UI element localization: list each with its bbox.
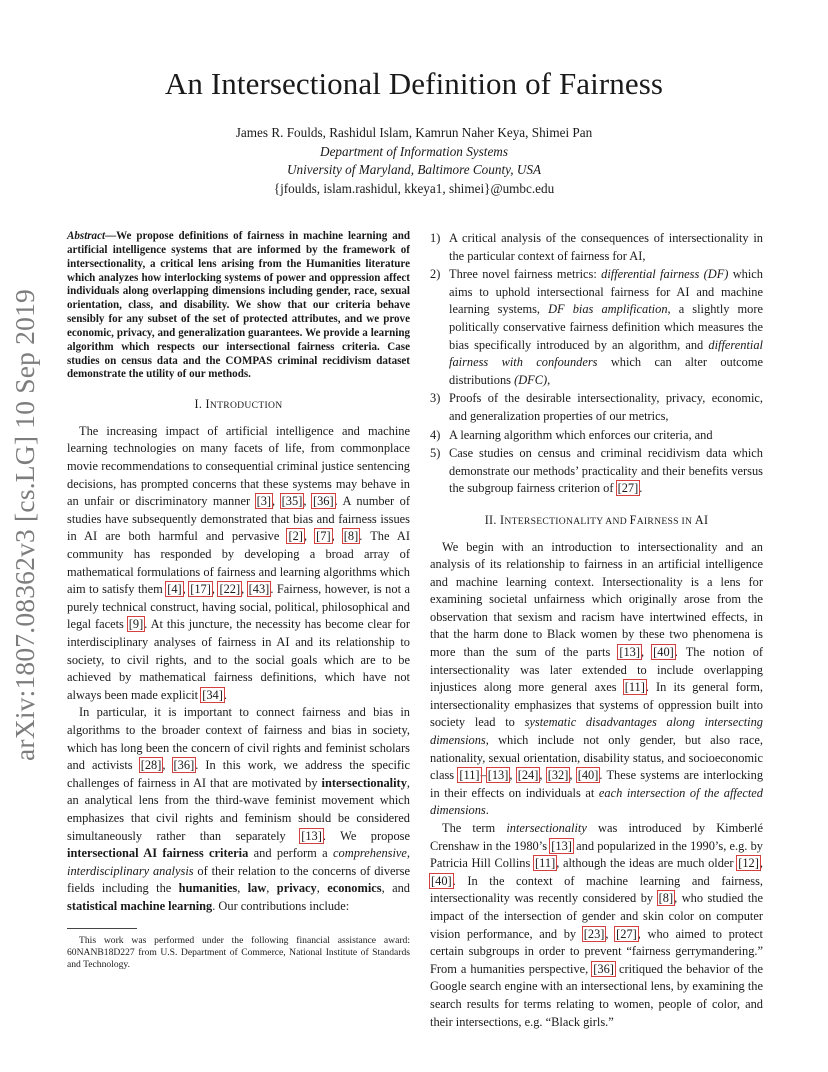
citation-link[interactable]: [12] [738, 856, 759, 871]
citation-link[interactable]: [32] [547, 768, 569, 783]
citation-link[interactable]: [27] [616, 926, 637, 941]
intro-paragraph-1: The increasing impact of artificial intelligence and machine learning technologies on many facets of life, from commonplace movie recommendations to consequential criminal justice sentencing decisions, has prompted concerns that these systems may behave in an unfair or discriminatory manner [3], [35], [36]. A number of studies have subsequently demonstrated that bias and fairness issues in AI are both harmful and pervasive [2], [7], [8]. The AI community has responded by developing a broad array of mathematical formulations of fairness and learning algorithms which aim to satisfy them [4], [17], [22], [43]. Fairness, however, is not a purely technical construct, having social, political, philosophical and legal facets [9]. At this juncture, the necessity has become clear for interdisciplinary analyses of fairness in AI and its relationship to society, to civil rights, and to the social goals which are to be achieved by mathematical fairness definitions, which have not always been made explicit [34]. [67, 423, 410, 702]
abstract: Abstract—We propose definitions of fairness in machine learning and artificial intelligence systems that are informed by the framework of intersectionality, a critical lens arising from the Humanities literature which analyzes how interlocking systems of power and oppression affect individuals along overlapping dimensions including gender, race, sexual orientation, class, and disability. We show that our criteria behave sensibly for any subset of the set of protected attributes, and we prove economic, privacy, and generalization guarantees. We provide a learning algorithm which respects our intersectional fairness criteria. Case studies on census data and the COMPAS criminal recidivism dataset demonstrate the utility of our methods. [67, 230, 410, 381]
list-item: 5) Case studies on census and criminal recidivism data which demonstrate our methods’ practicality and their benefits versus the subgroup fairness criterion of [27]. [430, 446, 763, 496]
intro-paragraph-2: In particular, it is important to connect fairness and bias in algorithms to the broader context of fairness and bias in society, which has long been the concern of civil rights and feminist scholars and activists [28], [36]. In this work, we address the specific challenges of fairness in AI that are motivated by intersectionality, an analytical lens from the third-wave feminist movement which emphasizes that civil rights and feminism should be considered simultaneously rather than separately [13]. We propose intersectional AI fairness criteria and perform a comprehensive, interdisciplinary analysis of their relation to the concerns of diverse fields including the humanities, law, privacy, economics, and statistical machine learning. Our contributions include: [67, 705, 411, 913]
section2-paragraph-2: The term intersectionality was introduced by Kimberlé Crenshaw in the 1980’s [13] and popularized in the 1990’s, e.g. by Patricia Hill Collins [11], although the ideas are much older [12], [40]. In the context of machine learning and fairness, intersectionality was recently considered by [8], who studied the impact of the intersection of gender and skin color on computer vision performance, and by [23], [27], who aimed to protect certain subgroups in order to prevent “fairness gerrymandering.” From a humanities perspective, [36] critiqued the behavior of the Google search engine with an intersectional lens, by examining the search results for terms relating to women, people of color, and their intersections, e.g. “Black girls.” [430, 821, 764, 1029]
list-item: 3) Proofs of the desirable intersectionality, privacy, economic, and generalization properties of our metrics, [430, 391, 763, 423]
list-item: 2) Three novel fairness metrics: differential fairness (DF) which aims to uphold intersectional fairness for AI and machine learning systems, DF bias amplification, a slightly more politically conservative fairness definition which measures the bias specifically introduced by an algorithm, and differential fairness with confounders which can alter outcome distributions (DFC), [430, 267, 764, 387]
citation-link[interactable]: [3] [256, 494, 272, 509]
citation-link[interactable]: [7] [316, 529, 331, 544]
citation-link[interactable]: [40] [431, 873, 452, 888]
citation-link[interactable]: [27] [617, 481, 639, 496]
citation-link[interactable]: [35] [281, 494, 303, 509]
arxiv-stamp: arXiv:1807.08362v3 [cs.LG] 10 Sep 2019 [9, 289, 40, 761]
citation-link[interactable]: [24] [517, 768, 539, 783]
citation-link[interactable]: [34] [202, 687, 223, 702]
citation-link[interactable]: [28] [140, 758, 162, 773]
author-names: James R. Foulds, Rashidul Islam, Kamrun Naher Keya, Shimei Pan [235, 125, 593, 140]
citation-link[interactable]: [13] [301, 828, 322, 843]
citation-link[interactable]: [8] [658, 891, 674, 906]
right-column [430, 230, 763, 1031]
citation-link[interactable]: [36] [593, 961, 614, 976]
contributions-list [430, 230, 763, 498]
author-department: Department of Information Systems [320, 143, 508, 159]
citation-link[interactable]: [36] [312, 494, 334, 509]
citation-link[interactable]: [13] [551, 838, 572, 853]
citation-link[interactable]: [36] [173, 758, 195, 773]
section-heading-intersectionality: II. INTERSECTIONALITY AND FAIRNESS IN AI [484, 512, 709, 527]
citation-link[interactable]: [40] [577, 768, 599, 783]
list-item: 1) A critical analysis of the consequences of intersectionality in the particular context of fairness for AI, [430, 231, 763, 263]
footnote-rule [67, 928, 137, 929]
citation-link[interactable]: [9] [128, 617, 144, 632]
citation-link[interactable]: [13] [619, 645, 640, 660]
footnote: This work was performed under the following financial assistance award: 60NANB18D227 from U.S. Department of Commerce, National Institute of Standards and Technology. [67, 935, 410, 970]
author-university: University of Maryland, Baltimore County, USA [286, 162, 542, 178]
author-block [60, 124, 768, 198]
citation-link[interactable]: [17] [190, 582, 211, 597]
citation-link[interactable]: [4] [167, 582, 182, 597]
section-heading-introduction: I. INTRODUCTION [194, 397, 283, 412]
citation-link[interactable]: [11] [459, 768, 480, 783]
citation-link[interactable]: [8] [343, 529, 359, 544]
citation-link[interactable]: [2] [288, 529, 303, 544]
left-column [67, 230, 410, 916]
citation-link[interactable]: [40] [653, 645, 674, 660]
paper-title: An Intersectional Definition of Fairness [164, 66, 664, 101]
list-item: 4) A learning algorithm which enforces our criteria, and [430, 427, 713, 442]
author-emails: {jfoulds, islam.rashidul, kkeya1, shimei}@umbc.edu [273, 180, 555, 196]
section2-paragraph-1: We begin with an introduction to intersectionality and an analysis of its relationship to fairness in an artificial intelligence and machine learning context. Intersectionality is a lens for examining societal unfairness which originally arose from the observation that sexism and racism have intertwined effects, in that the harm done to Black women by these two phenomena is more than the sum of the parts [13], [40]. The notion of intersectionality was later extended to include overlapping injustices along more general axes [11]. In its general form, intersectionality emphasizes that systems of oppression built into society lead to systematic disadvantages along intersecting dimensions, which include not only gender, but also race, nationality, sexual orientation, disability status, and socioeconomic class [11]–[13], [24], [32], [40]. These systems are interlocking in their effects on individuals at each intersection of the affected dimensions. [430, 539, 764, 818]
citation-link[interactable]: [11] [535, 856, 556, 871]
citation-link[interactable]: [11] [624, 680, 645, 695]
citation-link[interactable]: [22] [219, 582, 241, 597]
citation-link[interactable]: [13] [487, 768, 509, 783]
citation-link[interactable]: [43] [248, 582, 270, 597]
citation-link[interactable]: [23] [583, 926, 605, 941]
